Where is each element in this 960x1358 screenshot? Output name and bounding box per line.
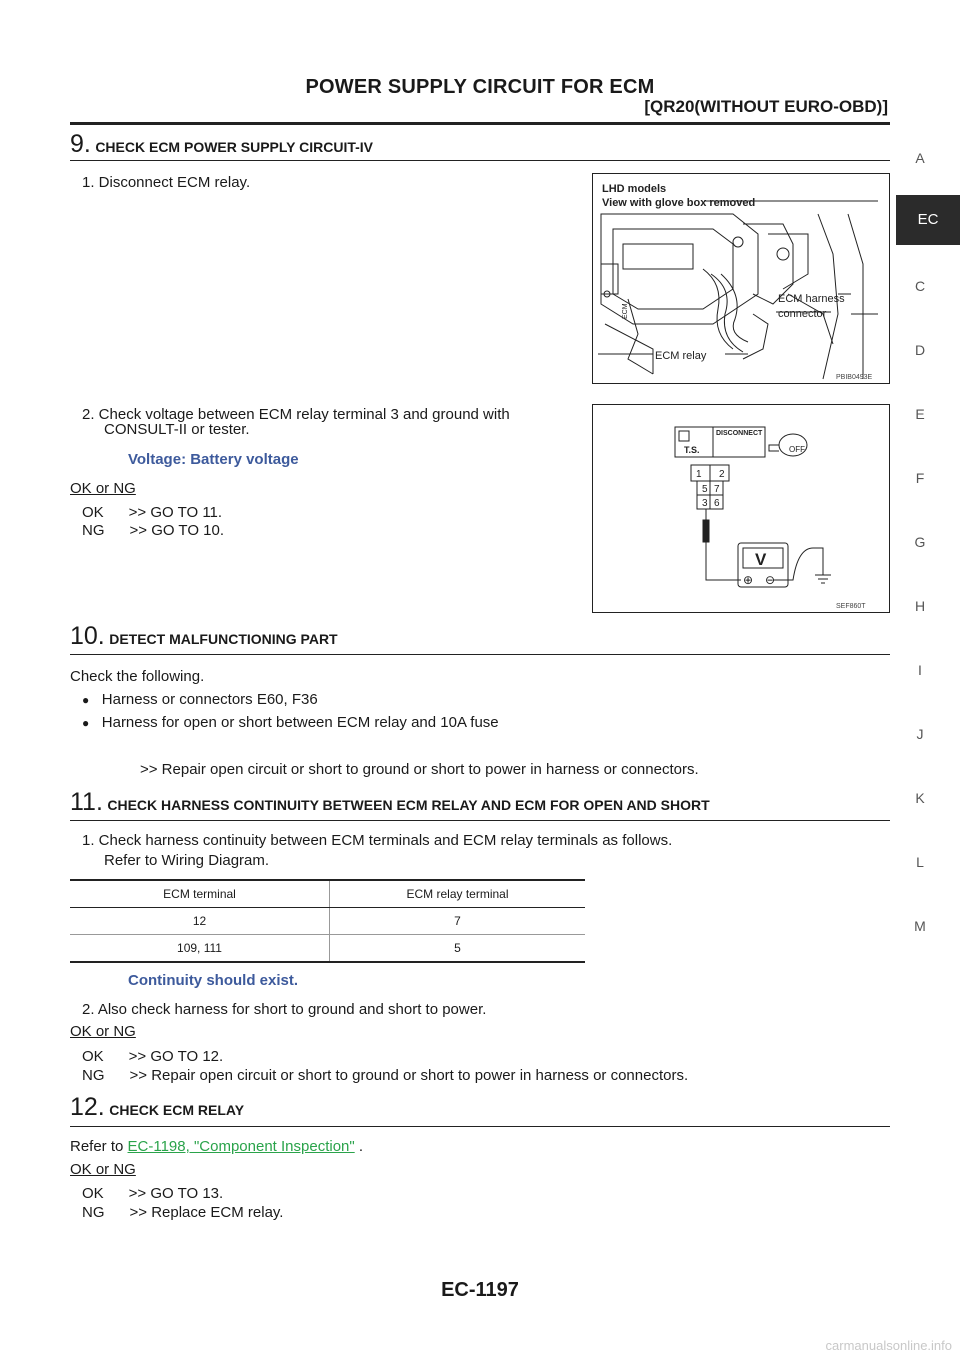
figure-code: SEF860T — [836, 603, 866, 610]
page-title: POWER SUPPLY CIRCUIT FOR ECM — [305, 76, 655, 98]
step-11-rule — [70, 820, 890, 821]
pin-6: 6 — [714, 498, 720, 509]
step-10-result: >> Repair open circuit or short to ground or short to power in harness or connectors. — [140, 761, 699, 778]
step-number: 9. — [70, 130, 91, 158]
side-index-d[interactable]: D — [914, 342, 926, 358]
step-number: 11. — [70, 788, 103, 816]
step-9-item-2-line-1: 2. Check voltage between ECM relay terminal 3 and ground with — [82, 406, 510, 423]
pin-5: 5 — [702, 484, 708, 495]
bullet-item-2 — [82, 713, 499, 733]
minus-terminal: ⊖ — [765, 573, 776, 587]
label-ecm-harness: ECM harness — [778, 293, 845, 305]
page-number: EC-1197 — [441, 1279, 519, 1301]
step-12-rule — [70, 1126, 890, 1127]
side-index-i[interactable]: I — [918, 662, 922, 678]
step-12-refer — [70, 1137, 363, 1156]
refer-suffix: . — [354, 1138, 364, 1155]
bullet-dot-icon: ● — [82, 716, 90, 730]
step-11-item-1-line-1: 1. Check harness continuity between ECM terminals and ECM relay terminals as follows. — [82, 832, 673, 849]
off-label: OFF — [789, 445, 805, 454]
pin-3: 3 — [702, 498, 708, 509]
step-11-item-1-line-2: Refer to Wiring Diagram. — [104, 852, 270, 869]
table-row — [70, 935, 585, 963]
side-index-g[interactable]: G — [914, 534, 926, 550]
table-cell: 5 — [330, 935, 586, 963]
result-ok: OK >> GO TO 13. — [82, 1185, 224, 1202]
component-inspection-link[interactable]: EC-1198, "Component Inspection" — [127, 1138, 355, 1155]
step-number: 12. — [70, 1093, 105, 1121]
label-connector: connector — [778, 308, 827, 320]
step-10-heading — [70, 622, 338, 651]
result-ok: OK >> GO TO 11. — [82, 504, 223, 521]
result-ng: NG >> Replace ECM relay. — [82, 1204, 284, 1221]
table-cell: 12 — [70, 908, 330, 935]
bullet-text: Harness for open or short between ECM relay and 10A fuse — [101, 714, 499, 731]
step-9-item-1: 1. Disconnect ECM relay. — [82, 174, 251, 191]
step-title: CHECK ECM POWER SUPPLY CIRCUIT-IV — [95, 139, 374, 155]
ok-or-ng-label: OK or NG — [70, 1023, 136, 1040]
side-index-c[interactable]: C — [914, 278, 926, 294]
page-subtitle: [QR20(WITHOUT EURO-OBD)] — [644, 97, 888, 116]
ok-or-ng-label: OK or NG — [70, 1161, 136, 1178]
step-title: CHECK ECM RELAY — [109, 1102, 245, 1118]
continuity-table — [70, 879, 585, 963]
step-9-heading — [70, 130, 373, 159]
refer-prefix: Refer to — [70, 1138, 128, 1155]
step-11-heading — [70, 788, 710, 817]
side-index-ec-active[interactable]: EC — [896, 195, 960, 245]
table-header-relay-terminal: ECM relay terminal — [330, 880, 586, 908]
header-rule — [70, 122, 890, 125]
table-cell: 7 — [330, 908, 586, 935]
spec-voltage: Voltage: Battery voltage — [128, 451, 299, 468]
step-title: DETECT MALFUNCTIONING PART — [109, 631, 338, 647]
side-index-m[interactable]: M — [914, 918, 926, 934]
ok-or-ng-label: OK or NG — [70, 480, 136, 497]
side-index-l[interactable]: L — [916, 854, 924, 870]
step-number: 10. — [70, 622, 105, 650]
bullet-dot-icon: ● — [82, 693, 90, 707]
figure-code: PBIB0493E — [836, 374, 873, 381]
side-index-a[interactable]: A — [915, 150, 925, 166]
figure-ecm-relay-drawing — [593, 174, 889, 383]
spec-continuity: Continuity should exist. — [128, 972, 299, 989]
figure-voltage-check — [592, 404, 890, 613]
ts-label: T.S. — [684, 445, 700, 455]
watermark: carmanualsonline.info — [825, 1338, 952, 1353]
label-ecm-relay: ECM relay — [655, 350, 707, 362]
result-ng: NG >> Repair open circuit or short to ground or short to power in harness or connectors. — [82, 1067, 689, 1084]
table-header-row — [70, 880, 585, 908]
figure-voltage-check-drawing — [593, 405, 889, 612]
table-cell: 109, 111 — [70, 935, 330, 963]
step-11-item-2: 2. Also check harness for short to ground and short to power. — [82, 1001, 487, 1018]
table-header-ecm-terminal: ECM terminal — [70, 880, 330, 908]
pin-1: 1 — [696, 469, 702, 480]
disconnect-label: DISCONNECT — [716, 430, 763, 437]
side-index-e[interactable]: E — [915, 406, 925, 422]
step-title: CHECK HARNESS CONTINUITY BETWEEN ECM RELAY AND ECM FOR OPEN AND SHORT — [107, 797, 710, 813]
pin-2: 2 — [719, 469, 725, 480]
bullet-text: Harness or connectors E60, F36 — [101, 691, 318, 708]
bullet-item-1 — [82, 690, 318, 710]
fuse-tag: ECM — [622, 303, 629, 319]
step-10-intro: Check the following. — [70, 668, 205, 685]
side-index-j[interactable]: J — [916, 726, 924, 742]
figure-caption-line-1: LHD models — [602, 183, 667, 195]
side-index-h[interactable]: H — [914, 598, 926, 614]
voltmeter-symbol: V — [755, 550, 767, 569]
side-index-k[interactable]: K — [915, 790, 925, 806]
plus-terminal: ⊕ — [743, 573, 754, 587]
step-12-heading — [70, 1093, 244, 1122]
step-9-rule — [70, 160, 890, 161]
step-10-rule — [70, 654, 890, 655]
result-ng: NG >> GO TO 10. — [82, 522, 225, 539]
side-index-f[interactable]: F — [915, 470, 925, 486]
table-row — [70, 908, 585, 935]
step-9-item-2-line-2: CONSULT-II or tester. — [104, 421, 250, 438]
figure-ecm-relay-location — [592, 173, 890, 384]
pin-7: 7 — [714, 484, 720, 495]
result-ok: OK >> GO TO 12. — [82, 1048, 224, 1065]
figure-caption-line-2: View with glove box removed — [602, 197, 756, 209]
